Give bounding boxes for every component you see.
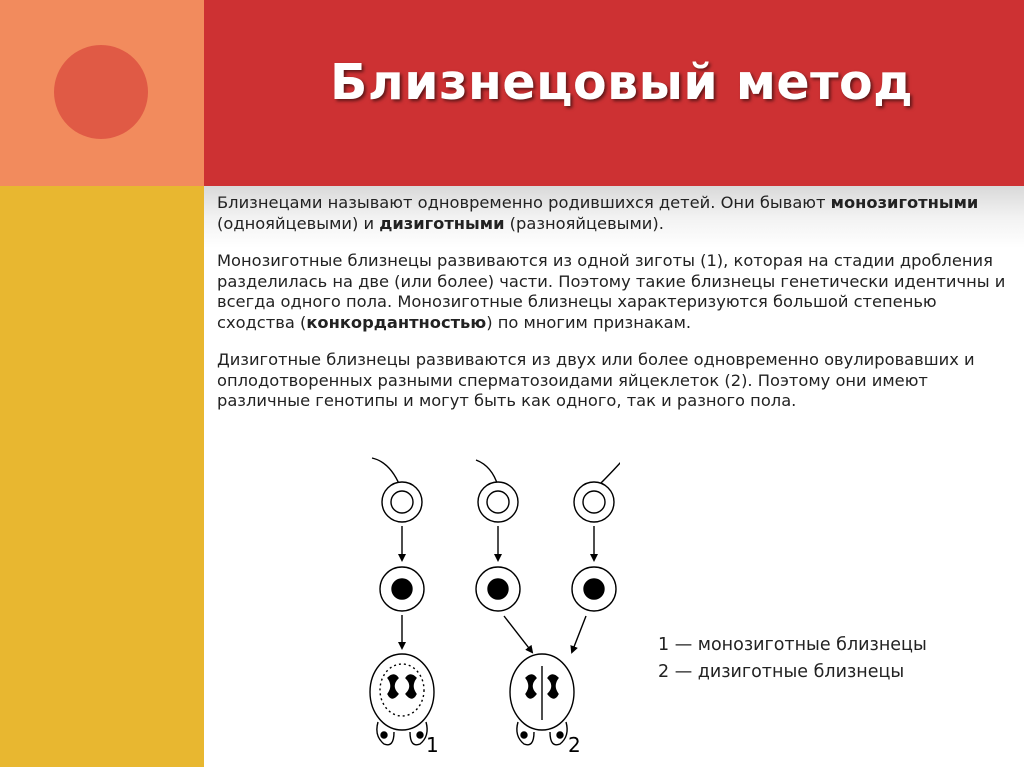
paragraph-dizygotic: Дизиготные близнецы развиваются из двух или более одновременно овулировавших и оплодотворенных разными сперматозоидами яйцеклеток (2). Поэтому они имеют различные генотипы и могут быть как одного, так и разного пола. <box>217 350 975 410</box>
sperm-lines <box>372 454 620 486</box>
embryo-dizygotic <box>510 654 574 745</box>
text-run: (разнояйцевыми). <box>504 213 664 233</box>
slide-body <box>217 193 1012 429</box>
arrows-to-embryo <box>402 615 586 652</box>
legend-item-1: 1 — монозиготные близнецы <box>658 635 927 655</box>
figure-label-2: 2 <box>568 733 581 757</box>
text-run: (однояйцевыми) и <box>217 213 380 233</box>
term-concordance: конкордантностью <box>306 312 487 332</box>
decorative-circle <box>54 45 148 139</box>
slide-title: Близнецовый метод <box>330 54 914 111</box>
text-run: Близнецами называют одновременно родившихся детей. Они бывают <box>217 193 831 212</box>
arrows-down <box>402 526 594 560</box>
zygotes <box>380 567 616 611</box>
twins-diagram <box>360 452 620 767</box>
sidebar-bottom-block <box>0 186 204 767</box>
text-run: ) по многим признакам. <box>486 312 692 332</box>
term-dizygotic: дизиготными <box>379 213 505 233</box>
legend-item-2: 2 — дизиготные близнецы <box>658 662 905 682</box>
egg-cells <box>382 482 614 522</box>
paragraph-monozygotic <box>217 251 1012 333</box>
text-run: Монозиготные близнецы развиваются из одной зиготы (1), которая на стадии дробления разделилась на две (или более) части. Поэтому такие близнецы генетически идентичны и всегда одного пола. Монозиготные близнецы характеризуются большой степенью сходства ( <box>217 251 1006 332</box>
term-monozygotic: монозиготными <box>830 193 979 212</box>
paragraph-definition <box>217 193 1012 234</box>
figure-label-1: 1 <box>426 733 439 757</box>
figure-legend <box>658 632 927 686</box>
embryo-monozygotic <box>370 654 434 745</box>
